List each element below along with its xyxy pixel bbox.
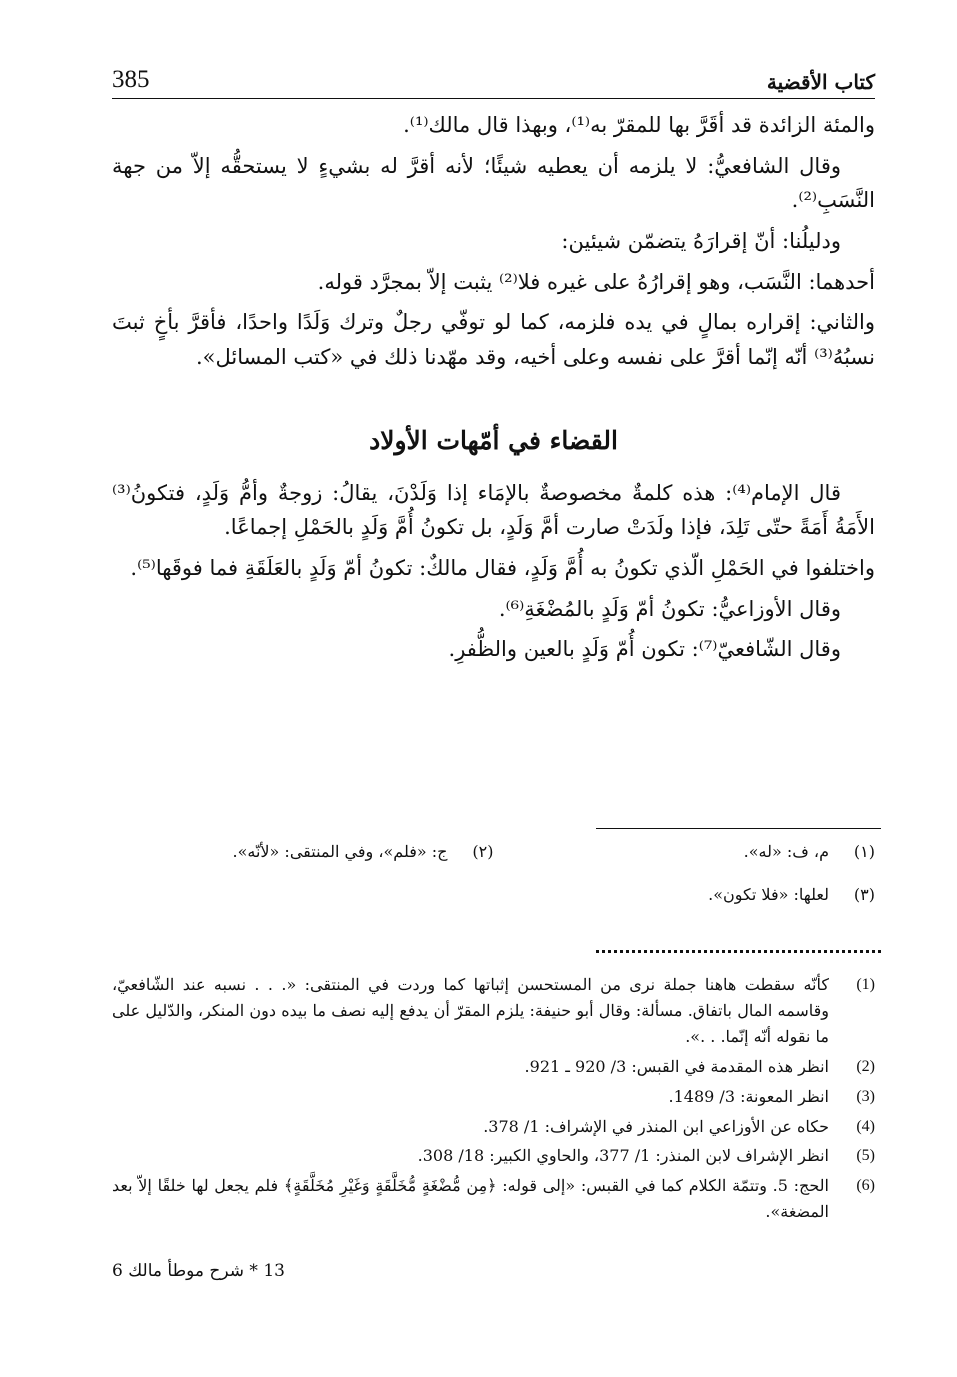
paragraph: قال الإمام⁽⁴⁾: هذه كلمةٌ مخصوصةٌ بالإمَاء إذا وَلَدْنَ، يقالُ: زوجةٌ وأمُّ وَلَدٍ، فتكونُ⁽³⁾ الأَمَةُ أَمَةً حتّى تَلِدَ، فإذا ولَدَتْ صارت أمَّ وَلَدٍ، بل تكونُ أُمَّ وَلَدٍ بالحَمْلِ إجماعًا. [112,480,875,540]
footnote-row [112,842,875,861]
author-footnotes [112,972,875,1229]
footnote-number: (٣) [853,885,875,904]
footnote-number: (2) [856,1057,875,1075]
footnote-text: انظر الإشراف لابن المنذر: 1/ 377، والحاوي الكبير: 18/ 308. [417,1146,829,1166]
paragraph: وقال الشافعيُّ: لا يلزمه أن يعطيه شيئًا؛ لأنه أقرَّ له بشيءٍ لا يستحقُّه إلاّ من جهة النَّسَبِ⁽²⁾. [112,153,875,213]
footnote-number: (١) [853,842,875,861]
paragraph: أحدهما: النَّسَب، وهو إقرارُهُ على غيره فلا⁽²⁾ يثبت إلاّ بمجرَّد قوله. [317,269,875,294]
footnote-item [494,842,876,861]
footnote-number: (5) [856,1147,875,1165]
footnote-text: انظر المعونة: 3/ 1489. [668,1086,829,1106]
footnote-item [708,885,875,904]
footnote-number: (4) [856,1117,875,1135]
footnote-item [112,842,494,861]
footnote-number: (6) [856,1177,875,1195]
paragraph: وقال الأوزاعيُّ: تكونُ أمّ وَلَدٍ بالمُضْغَةِ⁽⁶⁾. [498,596,841,621]
footnote-text: م، ف: «له». [743,842,829,861]
footnote-number: (٢) [472,842,494,861]
running-header [112,52,875,99]
footnote-item [112,1143,875,1169]
footnote-row [112,885,875,904]
footnote-number: (1) [856,976,875,993]
footnote-text: ج: «فلم»، وفي المنتقى: «لأنّه». [232,842,448,861]
paragraph: وقال الشّافعيّ⁽⁷⁾: تكون أُمّ وَلَدٍ بالعين والظُّفرِ. [448,637,841,662]
footnote-item [112,1054,875,1080]
footnote-text: كأنّه سقطت هاهنا جملة نرى من المستحسن إثباتها كما وردت في المنتقى: «. . . نسبه عند الشّافعيّ، وقاسمه المال باتفاق. مسألة: وقال أبو حنيفة: يلزم المقرّ أن يدفع إليه نصف ما بيده دون المنكر، والدّليل على ما نقوله أنّه إنّما. . .». [112,975,829,1046]
footnote-item [112,1173,875,1225]
footnote-text: حكاه عن الأوزاعي ابن المنذر في الإشراف: 1/ 378. [483,1116,829,1136]
section-title: القضاء في أمّهات الأولاد [369,426,618,456]
paragraph: والثاني: إقراره بمالٍ في يده فلزمه، كما لو توفّي رجلٌ وترك وَلَدًا واحدًا، فأقرَّ بأخٍ ثبتَ نسبُهُ⁽³⁾ أنّه إنّما أقرَّ على نفسه وعلى أخيه، وقد مهّدنا ذلك في «كتب المسائل». [112,310,875,369]
footnote-text: لعلها: «فلا تكون». [708,885,829,904]
page-number: 385 [112,66,150,93]
paragraph: ودليلُنا: أنّ إقرارَهُ يتضمّن شيئين: [561,228,841,253]
footnote-number: (3) [856,1087,875,1105]
footnote-item [112,1084,875,1110]
footnote-text: الحج: 5. وتتمّة الكلام كما في القبس: «إلى قوله: ﴿مِن مُّضْغَةٍ مُّخَلَّقَةٍ وَغَيْرِ مُخَلَّقَةٍ﴾ فلم يجعل لها خلقًا إلاّ بعد المضغة». [112,1176,830,1222]
footnote-item [112,972,875,1050]
main-text [112,108,875,673]
paragraph: والمئة الزائدة قد أقَرَّ بها للمقرّ به⁽¹⁾، وبهذا قال مالك⁽¹⁾. [403,113,875,137]
paragraph: واختلفوا في الحَمْلِ الّذي تكونُ به أُمَّ وَلَدٍ، فقال مالكٌ: تكونُ أمّ وَلَدٍ بالعَلَقَةِ فما فوقَها⁽⁵⁾. [130,556,875,581]
print-signature: 13 * شرح موطأ مالك 6 [112,1261,285,1281]
footnote-text: انظر هذه المقدمة في القبس: 3/ 920 ـ 921. [524,1056,829,1076]
dotted-separator [596,950,881,953]
editor-footnotes [112,842,875,928]
footnote-item [112,1114,875,1140]
running-title: كتاب الأقضية [766,70,875,94]
footnote-separator [596,828,881,829]
